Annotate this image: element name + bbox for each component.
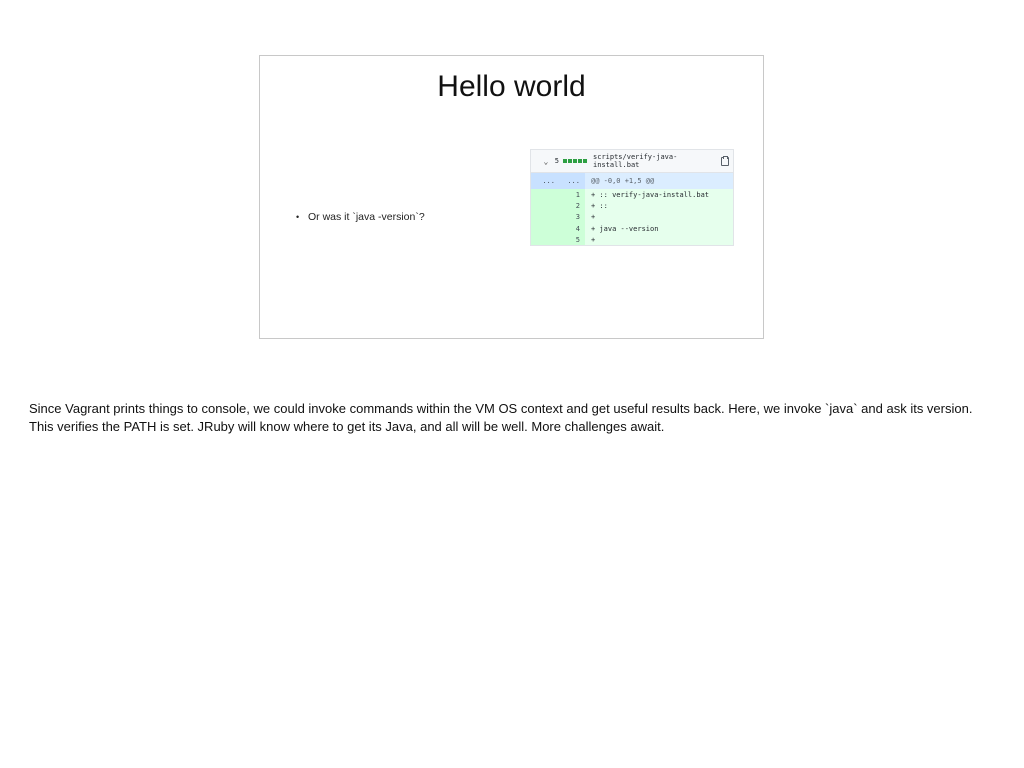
old-line-number bbox=[531, 212, 558, 223]
diff-stat-bar bbox=[583, 159, 587, 163]
diff-line-code: + :: verify-java-install.bat bbox=[591, 190, 710, 199]
diff-change-count: 5 bbox=[554, 157, 560, 165]
diff-line-code: + :: bbox=[591, 202, 608, 211]
diff-stat-bar bbox=[573, 159, 577, 163]
diff-file-header bbox=[531, 150, 733, 173]
diff-line-code: + bbox=[591, 236, 596, 245]
hunk-text: @@ -0,0 +1,5 @@ bbox=[591, 177, 655, 185]
old-line-number bbox=[531, 189, 558, 200]
slide-title: Hello world bbox=[437, 70, 586, 103]
diff-line bbox=[531, 235, 733, 246]
diff-hunk-header bbox=[531, 173, 733, 189]
old-line-number bbox=[531, 235, 558, 246]
diff-stat-bar bbox=[563, 159, 567, 163]
bullet-text: Or was it `java -version`? bbox=[308, 211, 425, 223]
new-line-number: 2 bbox=[558, 200, 585, 211]
diff-stat-bar bbox=[578, 159, 582, 163]
diff-stat-bars bbox=[563, 159, 587, 163]
bullet-icon: • bbox=[296, 212, 300, 222]
diff-line-code: + bbox=[591, 213, 596, 222]
presenter-notes: Since Vagrant prints things to console, we could invoke commands within the VM OS context and get useful results back. Here, we invoke `java` and ask its version. This verifies the PATH is set. JRuby will know where to get its Java, and all will be well. More challenges await. bbox=[29, 401, 973, 434]
new-line-number: 3 bbox=[558, 212, 585, 223]
diff-line bbox=[531, 200, 733, 211]
copy-icon bbox=[721, 157, 729, 166]
bullet-item bbox=[296, 211, 425, 223]
new-line-number: 5 bbox=[558, 235, 585, 246]
slide-canvas bbox=[259, 55, 764, 339]
hunk-new-line-number: ... bbox=[558, 173, 585, 189]
new-line-number: 4 bbox=[558, 223, 585, 234]
diff-file-path: scripts/verify-java-install.bat bbox=[593, 153, 678, 169]
old-line-number bbox=[531, 200, 558, 211]
diff-screenshot bbox=[530, 149, 734, 246]
new-line-number: 1 bbox=[558, 189, 585, 200]
old-line-number bbox=[531, 223, 558, 234]
diff-line bbox=[531, 189, 733, 200]
diff-line bbox=[531, 212, 733, 223]
bullet-list bbox=[296, 211, 425, 223]
diff-line bbox=[531, 223, 733, 234]
diff-stat-bar bbox=[568, 159, 572, 163]
diff-line-code: + java --version bbox=[591, 224, 659, 233]
chevron-down-icon: ⌄ bbox=[543, 156, 549, 166]
hunk-old-line-number: ... bbox=[531, 173, 558, 189]
